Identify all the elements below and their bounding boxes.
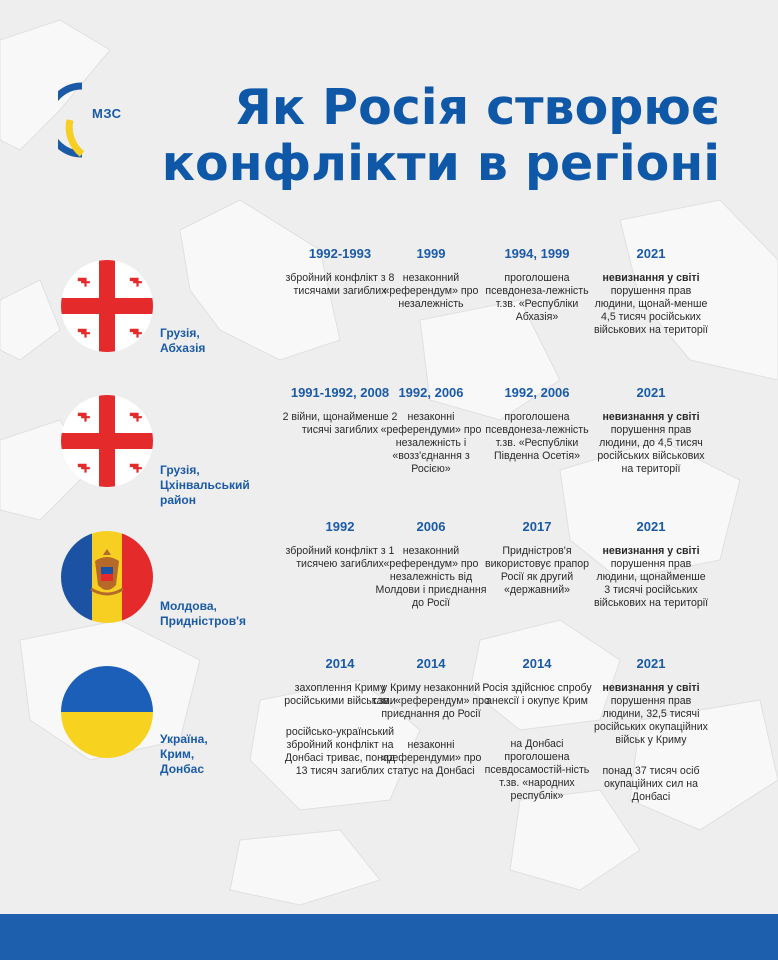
event-year: 2017 — [522, 519, 552, 534]
event-text-2: російсько-український збройний конфлікт на Донбасі триває, понад 13 тисяч загиблих — [284, 726, 396, 777]
event-year: 2014 — [416, 656, 446, 671]
event-column — [592, 246, 710, 337]
event-text: незаконний «референдум» про незалежність — [383, 272, 479, 310]
event-year: 1991-1992, 2008 — [290, 385, 390, 400]
event-text-2: понад 37 тисяч осіб окупаційних сил на Донбасі — [602, 765, 700, 803]
event-text: невизнання у світі порушення прав людини, 32,5 тисячі російських окупаційних військ у Криму — [594, 682, 708, 746]
event-text: проголошена псевдонеза-лежність т.зв. «Республіки Абхазія» — [485, 272, 589, 323]
event-year: 2014 — [522, 656, 552, 671]
event-year: 2021 — [636, 656, 666, 671]
event-column — [478, 656, 596, 803]
event-column — [592, 519, 710, 610]
event-text: Росія здійснює спробу анексії і окупує Крим — [482, 682, 592, 707]
event-text: 2 війни, щонайменше 2 тисячі загиблих — [282, 411, 398, 436]
event-column — [592, 385, 710, 476]
event-column — [478, 385, 596, 463]
country-label: Молдова, Придністров'я — [160, 599, 246, 628]
event-year: 1992, 2006 — [398, 385, 464, 400]
event-text: збройний конфлікт з 8 тисячами загиблих — [285, 272, 395, 297]
event-text-2: незаконні «референдуми» про статус на Донбасі — [380, 739, 482, 777]
country-label: Грузія, Абхазія — [160, 326, 206, 355]
event-column — [478, 519, 596, 597]
event-column — [372, 519, 490, 610]
ukraine-flag-icon — [61, 666, 153, 758]
event-text: незаконні «референдуми» про незалежність і «возз'єднання з Росією» — [380, 411, 482, 475]
event-year: 1999 — [416, 246, 446, 261]
event-year: 1992 — [325, 519, 355, 534]
title-line-1: Як Росія створює — [234, 79, 720, 136]
event-column — [372, 385, 490, 476]
event-text: проголошена псевдонеза-лежність т.зв. «Республіки Південна Осетія» — [485, 411, 589, 462]
event-year: 2021 — [636, 385, 666, 400]
event-year: 1992-1993 — [308, 246, 372, 261]
event-text: незаконний «референдум» про незалежність від Молдови і приєднання до Росії — [375, 545, 487, 609]
event-column — [592, 656, 710, 804]
logo-text: МЗС — [92, 106, 122, 121]
footer-bar — [0, 914, 778, 960]
event-text: у Криму незаконний т.зв. «референдум» про приєднання до Росії — [372, 682, 490, 720]
event-text-2: на Донбасі проголошена псевдосамостій-ність т.зв. «народних республік» — [484, 738, 590, 802]
georgia-flag-icon — [61, 260, 153, 352]
title-line-2: конфлікти в регіоні — [161, 135, 720, 192]
event-text: захоплення Криму російськими військами — [284, 682, 396, 707]
moldova-flag-icon — [61, 531, 153, 623]
georgia-flag-icon — [61, 395, 153, 487]
event-year: 2014 — [325, 656, 355, 671]
event-year: 1992, 2006 — [504, 385, 570, 400]
event-year: 2021 — [636, 519, 666, 534]
event-text: Придністров'я використовує прапор Росії як другий «державний» — [484, 545, 589, 596]
event-year: 1994, 1999 — [504, 246, 570, 261]
event-text: невизнання у світі порушення прав людини, щонайменше 3 тисячі російських військових на території — [593, 545, 709, 609]
country-label: Україна, Крим, Донбас — [160, 732, 208, 776]
event-year: 2006 — [416, 519, 446, 534]
page-title — [140, 80, 720, 192]
event-text: невизнання у світі порушення прав людини, до 4,5 тисяч російських військових на території — [597, 411, 705, 475]
event-column — [372, 656, 490, 778]
event-year: 2021 — [636, 246, 666, 261]
event-text: збройний конфлікт з 1 тисячею загиблих — [285, 545, 395, 570]
country-label: Грузія, Цхінвальський район — [160, 463, 250, 507]
event-column — [478, 246, 596, 324]
event-text: невизнання у світі порушення прав людини, щонай-менше 4,5 тисяч російських військових на території — [593, 272, 709, 336]
event-column — [372, 246, 490, 311]
